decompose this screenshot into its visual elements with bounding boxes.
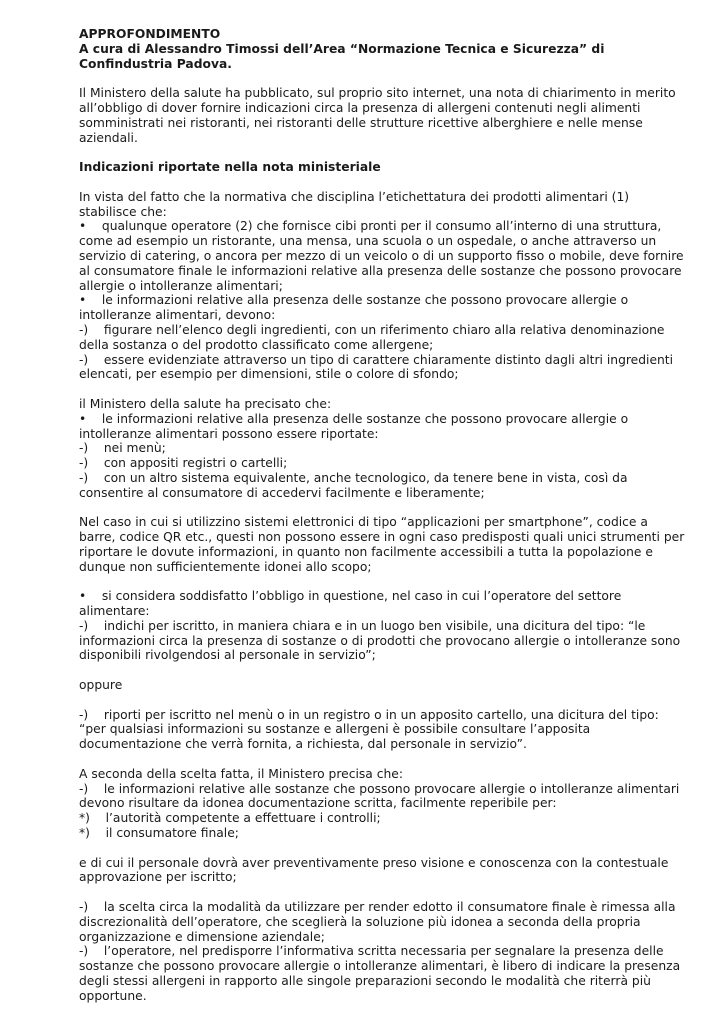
text-line: stabilisce che: bbox=[79, 204, 167, 219]
text-line: della sostanza o del prodotto classificato come allergene; bbox=[79, 337, 434, 352]
text-line: elencati, per esempio per dimensioni, stile o colore di sfondo; bbox=[79, 367, 459, 382]
text-line: intolleranze alimentari, devono: bbox=[79, 308, 276, 323]
text-line: -) figurare nell’elenco degli ingredienti, con un riferimento chiaro alla relativa denominazione bbox=[79, 322, 665, 337]
text-line: discrezionalità dell’operatore, che sceglierà la soluzione più idonea a seconda della propria bbox=[79, 914, 641, 929]
text-line: *) il consumatore finale; bbox=[79, 826, 239, 841]
text-line: sostanze che possono provocare allergie o intolleranze alimentari, è libero di indicare la presenza bbox=[79, 959, 681, 974]
text-line: il Ministero della salute ha precisato che: bbox=[79, 396, 332, 411]
text-line: -) riporti per iscritto nel menù o in un registro o in un apposito cartello, una dicitura del tipo: bbox=[79, 707, 659, 722]
paragraph-block-7 bbox=[79, 856, 707, 886]
paragraph-block-5 bbox=[79, 708, 707, 752]
paragraph-block-8 bbox=[79, 900, 707, 1004]
text-line: informazioni circa la presenza di sostanze o di prodotti che provocano allergie o intolleranze sono bbox=[79, 633, 681, 648]
text-line: documentazione che verrà fornita, a richiesta, dal personale in servizio”. bbox=[79, 737, 527, 752]
header-line: A cura di Alessandro Timossi dell’Area “Normazione Tecnica e Sicurezza” di bbox=[79, 41, 605, 56]
text-line: -) nei menù; bbox=[79, 441, 166, 456]
oppure-text: oppure bbox=[79, 678, 123, 693]
text-line: • si considera soddisfatto l’obbligo in questione, nel caso in cui l’operatore del settore bbox=[79, 589, 622, 604]
paragraph-block-4 bbox=[79, 589, 707, 663]
text-line: -) la scelta circa la modalità da utilizzare per render edotto il consumatore finale è rimessa alla bbox=[79, 900, 676, 915]
text-line: *) l’autorità competente a effettuare i controlli; bbox=[79, 811, 381, 826]
text-line: dunque non sufficientemente idonei allo scopo; bbox=[79, 559, 372, 574]
text-line: In vista del fatto che la normativa che disciplina l’etichettatura dei prodotti alimentari (1) bbox=[79, 189, 630, 204]
document-page bbox=[79, 27, 707, 1004]
text-line: al consumatore finale le informazioni relative alla presenza delle sostanze che possono provocare bbox=[79, 263, 682, 278]
text-line: -) l’operatore, nel predisporre l’informativa scritta necessaria per segnalare la presenza delle bbox=[79, 944, 664, 959]
text-line: consentire al consumatore di accedervi facilmente e liberamente; bbox=[79, 485, 485, 500]
text-line: • le informazioni relative alla presenza delle sostanze che possono provocare allergie o bbox=[79, 411, 629, 426]
text-line: allergie o intolleranze alimentari; bbox=[79, 278, 283, 293]
header-line: APPROFONDIMENTO bbox=[79, 27, 221, 41]
text-line: aziendali. bbox=[79, 130, 138, 145]
text-line: servizio di catering, o ancora per mezzo di un veicolo o di un supporto fisso o mobile, deve fornire bbox=[79, 248, 684, 263]
paragraph-block-6 bbox=[79, 767, 707, 841]
text-line: somministrati nei ristoranti, nei ristoranti delle strutture ricettive alberghiere e nelle mense bbox=[79, 115, 643, 130]
text-line: all’obbligo di dover fornire indicazioni circa la presenza di allergeni contenuti negli alimenti bbox=[79, 100, 641, 115]
text-line: disponibili rivolgendosi al personale in servizio”; bbox=[79, 648, 376, 663]
paragraph-block-3 bbox=[79, 515, 707, 574]
text-line: e di cui il personale dovrà aver preventivamente preso visione e conoscenza con la contestuale bbox=[79, 855, 669, 870]
text-line: come ad esempio un ristorante, una mensa, una scuola o un ospedale, o anche attraverso un bbox=[79, 234, 657, 249]
paragraph-block-1 bbox=[79, 190, 707, 382]
text-line: “per qualsiasi informazioni su sostanze e allergeni è possibile consultare l’apposita bbox=[79, 722, 591, 737]
text-line: A seconda della scelta fatta, il Ministero precisa che: bbox=[79, 766, 403, 781]
header-line: Confindustria Padova. bbox=[79, 56, 232, 71]
text-line: devono risultare da idonea documentazione scritta, facilmente reperibile per: bbox=[79, 796, 557, 811]
paragraph-block-2 bbox=[79, 397, 707, 501]
text-line: approvazione per iscritto; bbox=[79, 870, 237, 885]
text-line: -) indichi per iscritto, in maniera chiara e in un luogo ben visibile, una dicitura del tipo: “le bbox=[79, 618, 646, 633]
text-line: -) con un altro sistema equivalente, anche tecnologico, da tenere bene in vista, così da bbox=[79, 470, 628, 485]
text-line: Nel caso in cui si utilizzino sistemi elettronici di tipo “applicazioni per smartphone”, codice a bbox=[79, 515, 648, 530]
text-line: Il Ministero della salute ha pubblicato, sul proprio sito internet, una nota di chiarimento in merito bbox=[79, 86, 676, 101]
text-line: alimentare: bbox=[79, 604, 150, 619]
text-line: -) le informazioni relative alle sostanze che possono provocare allergie o intolleranze alimentari bbox=[79, 781, 680, 796]
section-title: Indicazioni riportate nella nota ministeriale bbox=[79, 160, 381, 175]
text-line: • qualunque operatore (2) che fornisce cibi pronti per il consumo all’interno di una struttura, bbox=[79, 219, 662, 234]
text-line: • le informazioni relative alla presenza delle sostanze che possono provocare allergie o bbox=[79, 293, 629, 308]
document-header bbox=[79, 27, 707, 71]
text-line: barre, codice QR etc., questi non possono essere in ogni caso predisposti quali unici strumenti per bbox=[79, 530, 685, 545]
text-line: organizzazione e dimensione aziendale; bbox=[79, 929, 325, 944]
text-line: intolleranze alimentari possono essere riportate: bbox=[79, 426, 379, 441]
text-line: degli stessi allergeni in rapporto alle singole preparazioni secondo le modalità che riterrà più bbox=[79, 974, 651, 988]
text-line: -) essere evidenziate attraverso un tipo di carattere chiaramente distinto dagli altri ingredienti bbox=[79, 352, 674, 367]
intro-paragraph bbox=[79, 86, 707, 145]
text-line: opportune. bbox=[79, 988, 147, 1003]
text-line: riportare le dovute informazioni, in quanto non facilmente accessibili a tutta la popolazione e bbox=[79, 544, 653, 559]
text-line: -) con appositi registri o cartelli; bbox=[79, 456, 288, 471]
